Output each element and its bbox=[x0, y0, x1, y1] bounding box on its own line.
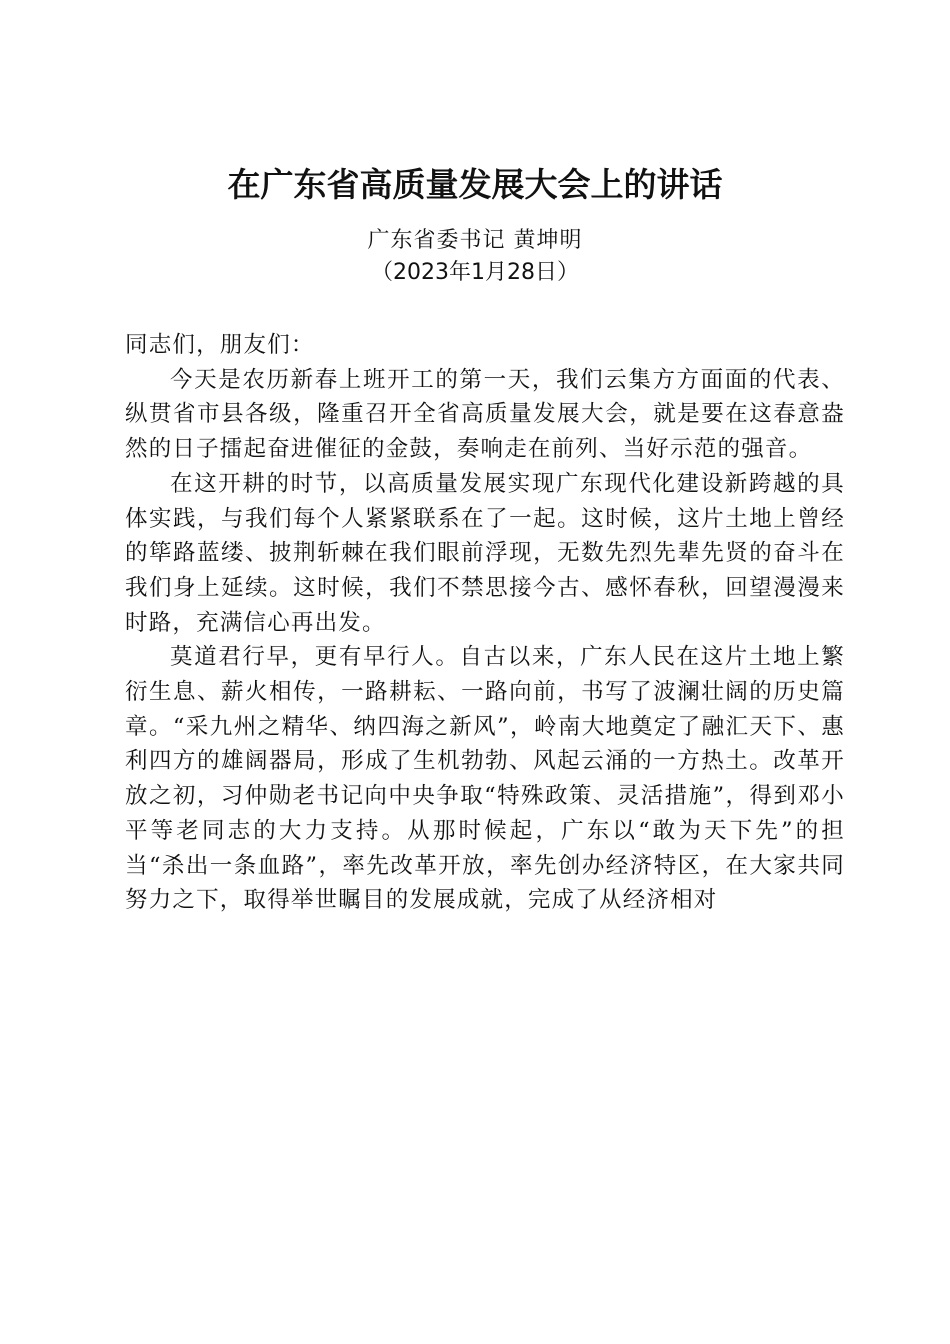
paragraph-1: 今天是农历新春上班开工的第一天，我们云集方方面面的代表、纵贯省市县各级，隆重召开全省高质量发展大会，就是要在这春意盎然的日子擂起奋进催征的金鼓，奏响走在前列、当好示范的强音。 bbox=[125, 366, 845, 463]
paragraph-2: 在这开耕的时节，以高质量发展实现广东现代化建设新跨越的具体实践，与我们每个人紧紧联系在了一起。这时候，这片土地上曾经的筚路蓝缕、披荆斩棘在我们眼前浮现，无数先烈先辈先贤的奋斗在我们身上延续。这时候，我们不禁思接今古、感怀春秋，回望漫漫来时路，充满信心再出发。 bbox=[125, 470, 845, 636]
document-date: （2023年1月28日） bbox=[371, 260, 579, 285]
paragraph-3: 莫道君行早，更有早行人。自古以来，广东人民在这片土地上繁衍生息、薪火相传，一路耕耘、一路向前，书写了波澜壮阔的历史篇章。“采九州之精华、纳四海之新风”，岭南大地奠定了融汇天下、惠利四方的雄阔器局，形成了生机勃勃、风起云涌的一方热土。改革开放之初，习仲勋老书记向中央争取“特殊政策、灵活措施”，得到邓小平等老同志的大力支持。从那时候起，广东以“敢为天下先”的担当“杀出一条血路”，率先改革开放，率先创办经济特区，在大家共同努力之下，取得举世瞩目的发展成就，完成了从经济相对 bbox=[125, 644, 845, 914]
document-title: 在广东省高质量发展大会上的讲话 bbox=[227, 165, 723, 204]
greeting: 同志们，朋友们： bbox=[125, 332, 315, 358]
document-author: 广东省委书记 黄坤明 bbox=[367, 228, 583, 253]
document-body bbox=[125, 328, 845, 918]
